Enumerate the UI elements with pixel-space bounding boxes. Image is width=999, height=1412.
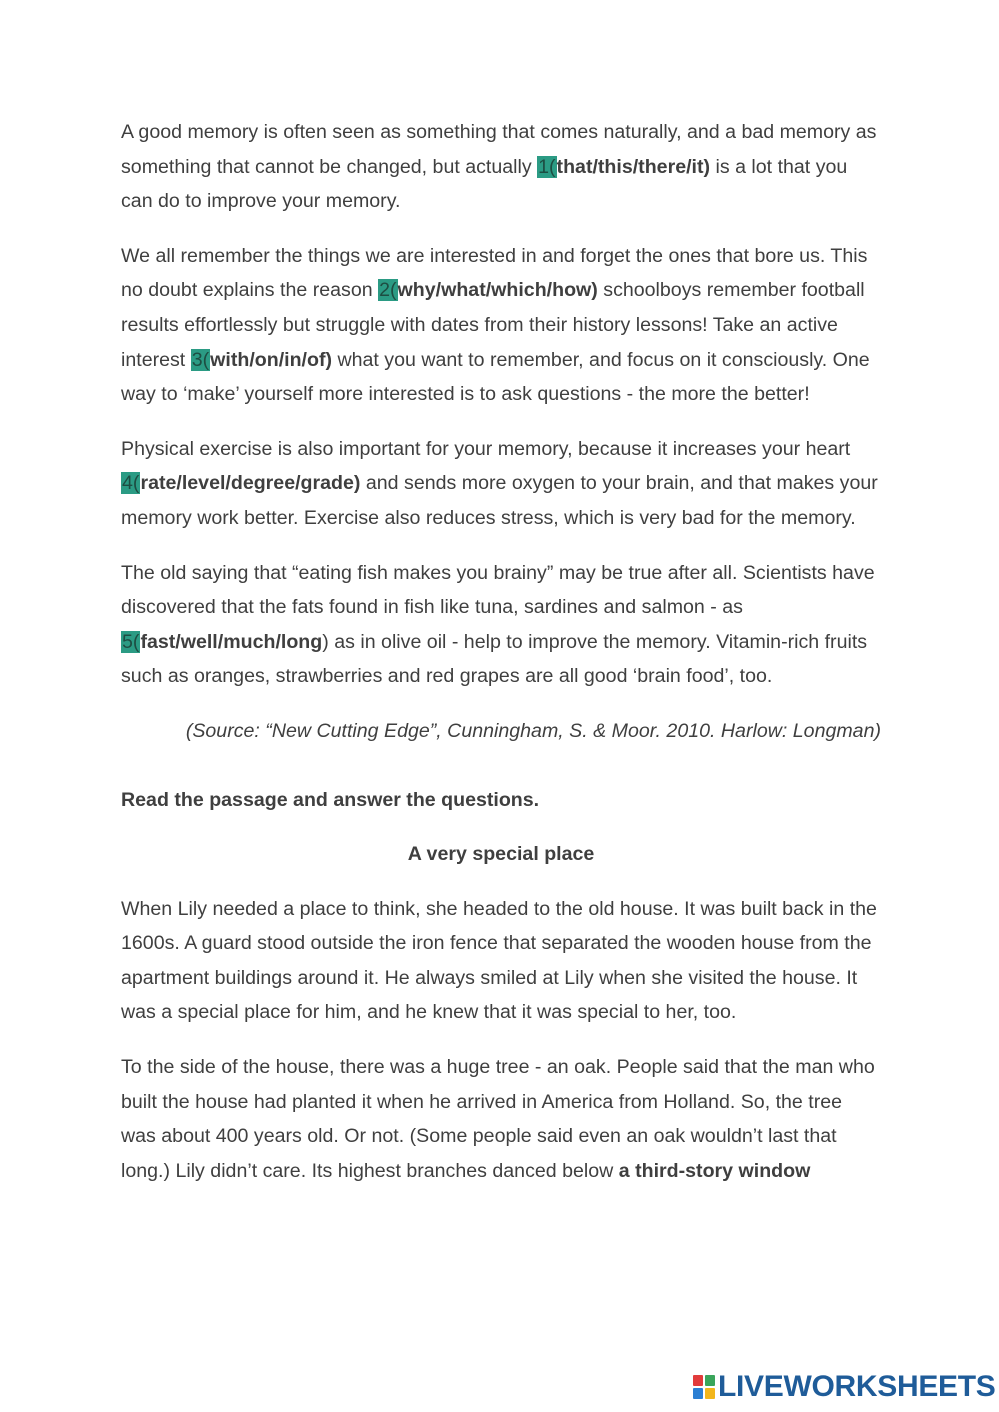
- logo-square: [705, 1375, 715, 1386]
- paragraph-text: The old saying that “eating fish makes you brainy” may be true after all. Scientists have discovered that the fats found in fish like tuna, sardines and salmon - as: [121, 561, 875, 619]
- gap-4-marker[interactable]: 4(: [122, 472, 140, 495]
- paragraph-text: To the side of the house, there was a huge tree - an oak. People said that the man who built the house had planted it when he arrived in America from Holland. So, the tree was about 400 years old. Or not. (Some people said even an oak wouldn’t last that long.) Lily didn’t care. Its highest branches danced below: [121, 1056, 875, 1182]
- gap-5-choices: fast/well/much/long: [140, 630, 323, 653]
- story-title: A very special place: [407, 843, 595, 866]
- source-citation: (Source: “New Cutting Edge”, Cunningham, S. & Moor. 2010. Harlow: Longman): [185, 719, 881, 742]
- paragraph-text: schoolboys remember football results effortlessly but struggle with dates from their history lessons! Take an active interest: [121, 279, 865, 371]
- logo-square: [693, 1375, 703, 1386]
- paragraph-text: and sends more oxygen to your brain, and that makes your memory work better. Exercise also reduces stress, which is very bad for the memory.: [121, 472, 878, 529]
- paragraph-text: A good memory is often seen as something that comes naturally, and a bad memory as something that cannot be changed, but actually: [121, 121, 877, 178]
- liveworksheets-brand: [693, 1372, 996, 1402]
- brand-wordmark: LIVEWORKSHEETS: [718, 1370, 996, 1403]
- paragraph-text: We all remember the things we are interested in and forget the ones that bore us. This no doubt explains the reason: [121, 244, 868, 302]
- logo-square: [693, 1388, 703, 1399]
- gap-2-marker[interactable]: 2(: [379, 279, 397, 302]
- paragraph-text: Physical exercise is also important for your memory, because it increases your heart: [121, 437, 851, 460]
- passage-paragraph-2: [121, 239, 881, 412]
- passage-paragraph-3: [121, 432, 881, 536]
- gap-4-choices: rate/level/degree/grade): [140, 472, 361, 495]
- bold-phrase: a third-story window: [618, 1159, 811, 1182]
- gap-1-choices: that/this/there/it): [556, 155, 711, 178]
- gap-1-marker[interactable]: 1(: [538, 155, 556, 178]
- paragraph-text: is a lot that you can do to improve your memory.: [121, 155, 848, 213]
- gap-3-choices: with/on/in/of): [210, 348, 333, 371]
- liveworksheets-logo-icon: [693, 1375, 715, 1399]
- gap-5-marker[interactable]: 5(: [122, 630, 140, 653]
- logo-square: [705, 1388, 715, 1399]
- gap-3-marker[interactable]: 3(: [191, 348, 210, 371]
- paragraph-text: what you want to remember, and focus on it consciously. One way to ‘make’ yourself more interested is to ask questions - the more the better!: [121, 348, 870, 406]
- story-paragraph-1: When Lily needed a place to think, she headed to the old house. It was built back in the 1600s. A guard stood outside the iron fence that separated the wooden house from the apartment buildings around it. He always smiled at Lily when she visited the house. It was a special place for him, and he knew that it was special to her, too.: [121, 897, 877, 1024]
- passage-paragraph-1: [121, 115, 881, 219]
- passage-paragraph-4: [121, 556, 881, 694]
- instruction-heading: Read the passage and answer the questions.: [121, 788, 540, 811]
- paragraph-text: ) as in olive oil - help to improve the memory. Vitamin-rich fruits such as oranges, strawberries and red grapes are all good ‘brain food’, too.: [121, 630, 868, 688]
- story-paragraph-2: [121, 1050, 881, 1188]
- worksheet-page: [121, 115, 881, 1208]
- gap-2-choices: why/what/which/how): [397, 279, 598, 302]
